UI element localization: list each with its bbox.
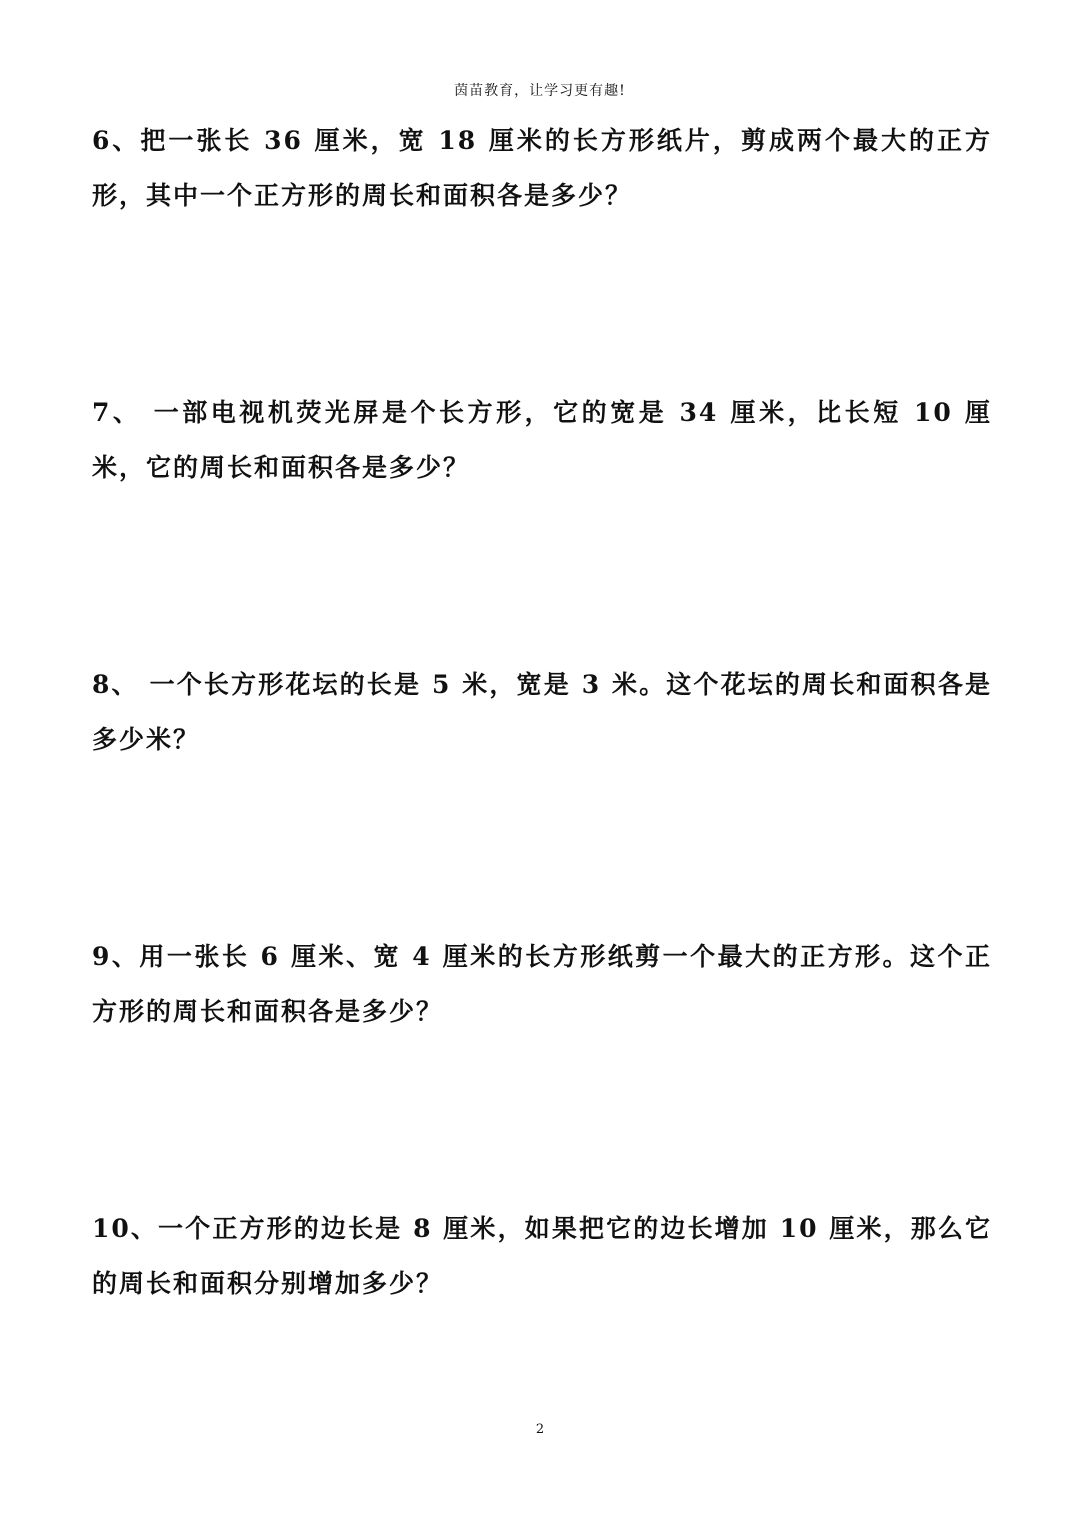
page-number: 2 [535,1422,545,1437]
question-9: 9、用一张长 6 厘米、宽 4 厘米的长方形纸剪一个最大的正方形。这个正方形的周长和面积各是多少？ [92,942,992,1026]
page-header: 茵苗教育，让学习更有趣! [454,83,626,99]
question-7: 7、 一部电视机荧光屏是个长方形，它的宽是 34 厘米，比长短 10 厘米，它的周长和面积各是多少？ [92,398,992,482]
question-6: 6、把一张长 36 厘米，宽 18 厘米的长方形纸片，剪成两个最大的正方形，其中一个正方形的周长和面积各是多少？ [92,126,992,210]
question-8: 8、 一个长方形花坛的长是 5 米，宽是 3 米。这个花坛的周长和面积各是多少米？ [92,670,992,754]
question-10: 10、一个正方形的边长是 8 厘米，如果把它的边长增加 10 厘米，那么它的周长和面积分别增加多少？ [92,1214,992,1298]
